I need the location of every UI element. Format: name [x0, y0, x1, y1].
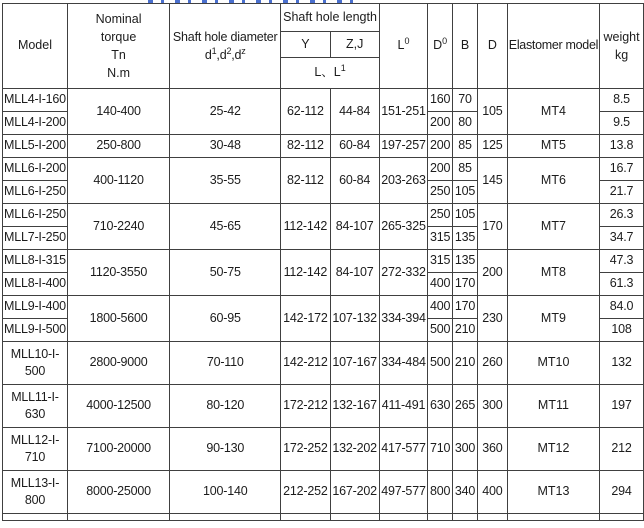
cell-elastomer: MT8	[507, 250, 599, 296]
cell-weight: 108	[600, 319, 644, 342]
col-header-shaft-hole-length: Shaft hole length	[281, 4, 380, 32]
empty-cell	[507, 514, 599, 521]
col-header-weight	[600, 4, 644, 89]
cell-weight: 294	[600, 471, 644, 514]
cell-weight: 132	[600, 342, 644, 385]
cell-diameter: 35-55	[170, 158, 281, 204]
cell-d: 170	[478, 204, 508, 250]
col-header-d0: $D^0$	[428, 4, 453, 89]
table-row	[3, 342, 644, 385]
cell-d0: 315	[428, 227, 453, 250]
cell-b: 105	[453, 204, 478, 227]
cell-y: 172-252	[281, 428, 330, 471]
cell-d: 260	[478, 342, 508, 385]
cell-d: 360	[478, 428, 508, 471]
empty-cell	[330, 514, 379, 521]
cell-b: 80	[453, 112, 478, 135]
cell-y: 82-112	[281, 135, 330, 158]
cell-b: 105	[453, 181, 478, 204]
cell-l0: 265-325	[379, 204, 427, 250]
cell-diameter: 70-110	[170, 342, 281, 385]
cell-b: 135	[453, 227, 478, 250]
cell-zj: 107-132	[330, 296, 379, 342]
cell-elastomer: MT5	[507, 135, 599, 158]
cell-diameter: 80-120	[170, 385, 281, 428]
cell-weight: 8.5	[600, 89, 644, 112]
torque-header-line2: torque	[100, 30, 137, 44]
cell-y: 112-142	[281, 250, 330, 296]
cell-l0: 411-491	[379, 385, 427, 428]
table-row	[3, 471, 644, 514]
cell-b: 210	[453, 342, 478, 385]
weight-header-line1: weight	[603, 30, 640, 44]
cell-zj: 60-84	[330, 135, 379, 158]
cell-model: MLL13-I-800	[3, 471, 68, 514]
cell-d: 230	[478, 296, 508, 342]
cell-b: 170	[453, 296, 478, 319]
cell-l0: 497-577	[379, 471, 427, 514]
cell-d: 125	[478, 135, 508, 158]
cell-d0: 200	[428, 112, 453, 135]
col-header-l-l1: L、$L^1$	[281, 58, 380, 89]
torque-header-line4: N.m	[107, 66, 131, 80]
cell-diameter: 25-42	[170, 89, 281, 135]
cell-model: MLL6-I-200	[3, 158, 68, 181]
cell-b: 300	[453, 428, 478, 471]
cell-torque: 2800-9000	[67, 342, 169, 385]
col-header-model: Model	[3, 4, 68, 89]
cell-d0: 400	[428, 273, 453, 296]
cell-torque: 4000-12500	[67, 385, 169, 428]
cell-elastomer: MT10	[507, 342, 599, 385]
cell-l0: 151-251	[379, 89, 427, 135]
empty-cell	[600, 514, 644, 521]
cell-torque: 710-2240	[67, 204, 169, 250]
cell-diameter: 90-130	[170, 428, 281, 471]
cell-diameter: 100-140	[170, 471, 281, 514]
cell-d0: 500	[428, 319, 453, 342]
table-row	[3, 158, 644, 181]
cell-model: MLL4-I-200	[3, 112, 68, 135]
coupling-spec-table	[2, 3, 644, 521]
cell-weight: 212	[600, 428, 644, 471]
col-header-b: B	[453, 4, 478, 89]
cell-torque: 250-800	[67, 135, 169, 158]
empty-cell	[3, 514, 68, 521]
col-header-d: D	[478, 4, 508, 89]
cell-model: MLL10-I-500	[3, 342, 68, 385]
cell-b: 210	[453, 319, 478, 342]
cell-zj: 167-202	[330, 471, 379, 514]
cell-elastomer: MT13	[507, 471, 599, 514]
cell-b: 135	[453, 250, 478, 273]
cell-l0: 203-263	[379, 158, 427, 204]
cell-torque: 8000-25000	[67, 471, 169, 514]
torque-header-line1: Nominal	[95, 12, 142, 26]
cell-d0: 200	[428, 135, 453, 158]
cell-d0: 250	[428, 181, 453, 204]
cell-weight: 34.7	[600, 227, 644, 250]
cell-y: 62-112	[281, 89, 330, 135]
cell-torque: 1120-3550	[67, 250, 169, 296]
cell-b: 85	[453, 158, 478, 181]
cell-weight: 84.0	[600, 296, 644, 319]
empty-cell	[281, 514, 330, 521]
cell-d: 145	[478, 158, 508, 204]
col-header-zj: Z,J	[330, 32, 379, 58]
empty-cell	[67, 514, 169, 521]
table-row	[3, 385, 644, 428]
cell-zj: 84-107	[330, 204, 379, 250]
cell-diameter: 30-48	[170, 135, 281, 158]
cell-torque: 7100-20000	[67, 428, 169, 471]
cell-model: MLL11-I-630	[3, 385, 68, 428]
cell-d0: 400	[428, 296, 453, 319]
cell-diameter: 45-65	[170, 204, 281, 250]
cell-model: MLL9-I-400	[3, 296, 68, 319]
cell-elastomer: MT12	[507, 428, 599, 471]
cell-b: 85	[453, 135, 478, 158]
col-header-l0: $L^0$	[379, 4, 427, 89]
empty-cell	[379, 514, 427, 521]
cell-d: 200	[478, 250, 508, 296]
cell-weight: 61.3	[600, 273, 644, 296]
table-row	[3, 428, 644, 471]
cell-d: 400	[478, 471, 508, 514]
torque-header-line3: Tn	[111, 48, 126, 62]
col-header-elastomer: Elastomer model	[507, 4, 599, 89]
cell-torque: 140-400	[67, 89, 169, 135]
cell-d: 300	[478, 385, 508, 428]
table-row	[3, 89, 644, 112]
cell-d0: 160	[428, 89, 453, 112]
cell-model: MLL8-I-315	[3, 250, 68, 273]
table-row	[3, 204, 644, 227]
cell-d0: 800	[428, 471, 453, 514]
cell-weight: 21.7	[600, 181, 644, 204]
cell-zj: 84-107	[330, 250, 379, 296]
cell-l0: 334-394	[379, 296, 427, 342]
cell-b: 70	[453, 89, 478, 112]
empty-cell	[478, 514, 508, 521]
empty-cell	[170, 514, 281, 521]
empty-cell	[428, 514, 453, 521]
col-header-y: Y	[281, 32, 330, 58]
cell-d0: 500	[428, 342, 453, 385]
cell-model: MLL6-I-250	[3, 204, 68, 227]
cell-d0: 630	[428, 385, 453, 428]
cell-l0: 197-257	[379, 135, 427, 158]
cell-l0: 272-332	[379, 250, 427, 296]
cell-d0: 315	[428, 250, 453, 273]
cell-model: MLL7-I-250	[3, 227, 68, 250]
weight-header-line2: kg	[614, 48, 629, 62]
cell-y: 112-142	[281, 204, 330, 250]
cell-elastomer: MT7	[507, 204, 599, 250]
cell-y: 142-172	[281, 296, 330, 342]
cell-diameter: 50-75	[170, 250, 281, 296]
cell-zj: 132-167	[330, 385, 379, 428]
cell-d: 105	[478, 89, 508, 135]
cell-d0: 250	[428, 204, 453, 227]
table-row	[3, 296, 644, 319]
cell-l0: 334-484	[379, 342, 427, 385]
cell-b: 265	[453, 385, 478, 428]
cell-y: 142-212	[281, 342, 330, 385]
cell-elastomer: MT9	[507, 296, 599, 342]
cell-model: MLL6-I-250	[3, 181, 68, 204]
cell-diameter: 60-95	[170, 296, 281, 342]
cell-zj: 44-84	[330, 89, 379, 135]
cell-model: MLL4-I-160	[3, 89, 68, 112]
cell-weight: 47.3	[600, 250, 644, 273]
empty-cell	[453, 514, 478, 521]
cell-zj: 107-167	[330, 342, 379, 385]
cell-weight: 26.3	[600, 204, 644, 227]
diameter-header-symbols: $d^1,d^2,d^z$	[204, 45, 246, 62]
cell-zj: 132-202	[330, 428, 379, 471]
cell-elastomer: MT11	[507, 385, 599, 428]
diameter-header-title: Shaft hole diameter	[172, 30, 278, 44]
cell-model: MLL5-I-200	[3, 135, 68, 158]
empty-bottom-row	[3, 514, 644, 521]
col-header-diameter	[170, 4, 281, 89]
cell-y: 82-112	[281, 158, 330, 204]
cell-b: 340	[453, 471, 478, 514]
cell-y: 212-252	[281, 471, 330, 514]
cell-weight: 13.8	[600, 135, 644, 158]
cell-weight: 197	[600, 385, 644, 428]
cell-weight: 16.7	[600, 158, 644, 181]
cell-zj: 60-84	[330, 158, 379, 204]
cell-d0: 710	[428, 428, 453, 471]
cell-model: MLL8-I-400	[3, 273, 68, 296]
col-header-torque	[67, 4, 169, 89]
cell-y: 172-212	[281, 385, 330, 428]
cell-model: MLL12-I-710	[3, 428, 68, 471]
cell-l0: 417-577	[379, 428, 427, 471]
cell-elastomer: MT6	[507, 158, 599, 204]
cell-torque: 400-1120	[67, 158, 169, 204]
cell-torque: 1800-5600	[67, 296, 169, 342]
cell-d0: 200	[428, 158, 453, 181]
cell-model: MLL9-I-500	[3, 319, 68, 342]
table-row	[3, 135, 644, 158]
table-row	[3, 250, 644, 273]
cell-elastomer: MT4	[507, 89, 599, 135]
cell-b: 170	[453, 273, 478, 296]
cell-weight: 9.5	[600, 112, 644, 135]
